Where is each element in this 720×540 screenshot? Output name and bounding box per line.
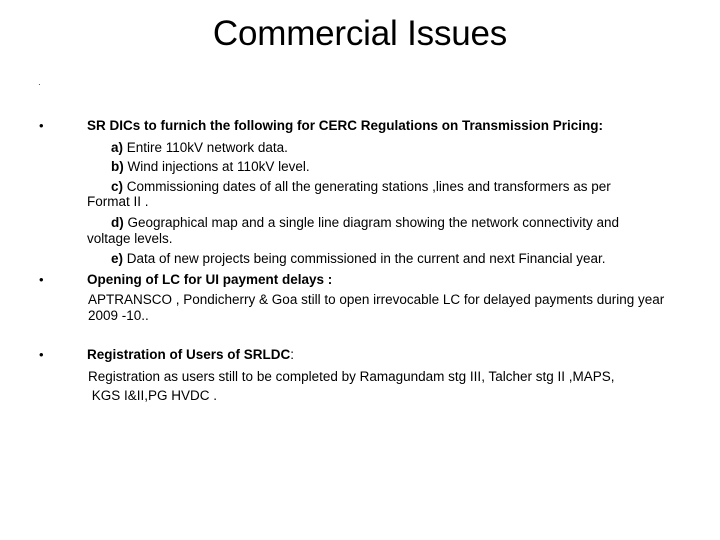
item-label: b) xyxy=(111,159,124,174)
section-body-line: 2009 -10.. xyxy=(88,308,149,323)
list-item xyxy=(111,250,606,267)
section-body-line: KGS I&II,PG HVDC . xyxy=(88,388,218,403)
bullet-icon: • xyxy=(39,272,44,287)
stray-dot: · xyxy=(38,80,41,89)
item-label: a) xyxy=(111,140,124,155)
bullet-icon: • xyxy=(39,118,44,133)
item-label: e) xyxy=(111,251,124,266)
item-text: Geographical map and a single line diagram showing the network connectivity and xyxy=(123,215,620,230)
section-heading-suffix: : xyxy=(290,347,295,362)
section-heading: Opening of LC for UI payment delays : xyxy=(87,272,333,287)
list-item xyxy=(111,214,619,231)
section-heading: SR DICs to furnich the following for CERC Regulations on Transmission Pricing: xyxy=(87,118,604,133)
section-body-line: APTRANSCO , Pondicherry & Goa still to open irrevocable LC for delayed payments during year xyxy=(88,292,665,307)
bullet-icon: • xyxy=(39,347,44,362)
item-continuation: Format II . xyxy=(87,194,149,209)
item-label: c) xyxy=(111,179,124,194)
item-continuation: voltage levels. xyxy=(87,231,173,246)
item-text: Commissioning dates of all the generating stations ,lines and transformers as per xyxy=(123,179,611,194)
section-body-line: Registration as users still to be completed by Ramagundam stg III, Talcher stg II ,MAPS, xyxy=(88,369,615,384)
section-heading-text: Registration of Users of SRLDC xyxy=(87,347,291,362)
list-item xyxy=(111,139,288,156)
section-heading xyxy=(87,346,294,363)
list-item xyxy=(111,158,310,175)
item-text: Data of new projects being commissioned in the current and next Financial year. xyxy=(123,251,606,266)
item-text: Entire 110kV network data. xyxy=(123,140,288,155)
slide-title: Commercial Issues xyxy=(212,14,508,53)
list-item xyxy=(111,178,611,195)
item-text: Wind injections at 110kV level. xyxy=(123,159,310,174)
item-label: d) xyxy=(111,215,124,230)
